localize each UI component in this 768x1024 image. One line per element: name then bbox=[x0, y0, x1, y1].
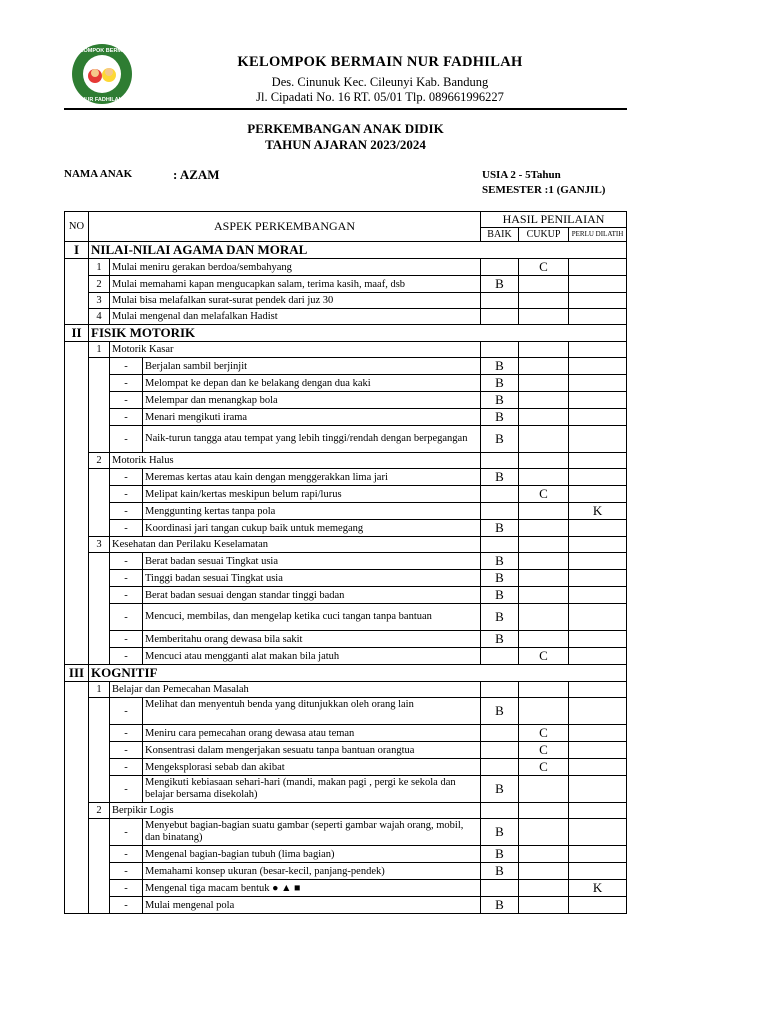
table-row: 1 Mulai meniru gerakan berdoa/sembahyang C bbox=[65, 259, 627, 276]
table-row: - Melompat ke depan dan ke belakang dengan dua kaki B bbox=[65, 375, 627, 392]
name-label: NAMA ANAK bbox=[64, 168, 133, 180]
col-perlu-dilatih: PERLU DILATIH bbox=[569, 228, 627, 242]
development-table bbox=[64, 211, 627, 914]
document-title bbox=[64, 121, 627, 153]
title-line-1: PERKEMBANGAN ANAK DIDIK bbox=[247, 121, 444, 136]
table-row: - Berat badan sesuai Tingkat usia B bbox=[65, 553, 627, 570]
table-row: - Mengenal bagian-bagian tubuh (lima bagian) B bbox=[65, 846, 627, 863]
table-row: - Mengikuti kebiasaan sehari-hari (mandi, makan pagi , pergi ke sekola dan belajar bersama disekolah) B bbox=[65, 776, 627, 803]
table-row: - Naik-turun tangga atau tempat yang lebih tinggi/rendah dengan berpegangan B bbox=[65, 426, 627, 453]
col-aspect: ASPEK PERKEMBANGAN bbox=[89, 212, 481, 242]
table-row: - Melihat dan menyentuh benda yang ditunjukkan oleh orang lain B bbox=[65, 698, 627, 725]
letterhead bbox=[60, 36, 630, 112]
name-value: : AZAM bbox=[173, 167, 220, 182]
section-row bbox=[65, 242, 627, 259]
logo-text-bottom: NUR FADHILAH bbox=[81, 97, 123, 103]
section-label: KOGNITIF bbox=[89, 665, 627, 682]
table-row: - Memberitahu orang dewasa bila sakit B bbox=[65, 631, 627, 648]
org-address-1: Des. Cinunuk Kec. Cileunyi Kab. Bandung bbox=[271, 75, 489, 89]
table-row: 4 Mulai mengenal dan melafalkan Hadist bbox=[65, 309, 627, 325]
table-row: 2 Mulai memahami kapan mengucapkan salam, terima kasih, maaf, dsb B bbox=[65, 276, 627, 293]
table-row: - Mulai mengenal pola B bbox=[65, 897, 627, 914]
org-name: KELOMPOK BERMAIN NUR FADHILAH bbox=[237, 54, 523, 70]
table-row: - Tinggi badan sesuai Tingkat usia B bbox=[65, 570, 627, 587]
table-row: - Menggunting kertas tanpa pola K bbox=[65, 503, 627, 520]
header-divider bbox=[64, 108, 627, 110]
subsection-row: 3 Kesehatan dan Perilaku Keselamatan bbox=[65, 537, 627, 553]
col-result: HASIL PENILAIAN bbox=[481, 212, 627, 228]
semester-label: SEMESTER :1 (GANJIL) bbox=[482, 184, 606, 196]
table-row: - Mencuci atau mengganti alat makan bila jatuh C bbox=[65, 648, 627, 665]
section-number: III bbox=[65, 665, 89, 682]
table-row: - Koordinasi jari tangan cukup baik untuk memegang B bbox=[65, 520, 627, 537]
table-row: - Meniru cara pemecahan orang dewasa atau teman C bbox=[65, 725, 627, 742]
table-row: - Mencuci, membilas, dan mengelap ketika cuci tangan tanpa bantuan B bbox=[65, 604, 627, 631]
age-label: USIA 2 - 5Tahun bbox=[482, 169, 561, 181]
subsection-row: 1 Belajar dan Pemecahan Masalah bbox=[65, 682, 627, 698]
section-row bbox=[65, 325, 627, 342]
section-number: I bbox=[65, 242, 89, 259]
table-row: - Berjalan sambil berjinjit B bbox=[65, 358, 627, 375]
table-row: - Melempar dan menangkap bola B bbox=[65, 392, 627, 409]
col-baik: BAIK bbox=[481, 228, 519, 242]
table-row: - Mengeksplorasi sebab dan akibat C bbox=[65, 759, 627, 776]
subsection-row: 2 Berpikir Logis bbox=[65, 803, 627, 819]
section-number: II bbox=[65, 325, 89, 342]
col-cukup: CUKUP bbox=[519, 228, 569, 242]
table-row: - Melipat kain/kertas meskipun belum rapi/lurus C bbox=[65, 486, 627, 503]
table-row: - Berat badan sesuai dengan standar tinggi badan B bbox=[65, 587, 627, 604]
section-label: NILAI-NILAI AGAMA DAN MORAL bbox=[89, 242, 627, 259]
section-row bbox=[65, 665, 627, 682]
table-row: - Meremas kertas atau kain dengan menggerakkan lima jari B bbox=[65, 469, 627, 486]
table-row: 3 Mulai bisa melafalkan surat-surat pendek dari juz 30 bbox=[65, 293, 627, 309]
school-logo bbox=[66, 42, 138, 106]
table-row: - Mengenal tiga macam bentuk ● ▲ ■ K bbox=[65, 880, 627, 897]
org-address-2: Jl. Cipadati No. 16 RT. 05/01 Tlp. 089661996227 bbox=[256, 90, 504, 104]
title-line-2: TAHUN AJARAN 2023/2024 bbox=[265, 137, 426, 152]
table-row: - Konsentrasi dalam mengerjakan sesuatu tanpa bantuan orangtua C bbox=[65, 742, 627, 759]
table-row: - Menyebut bagian-bagian suatu gambar (seperti gambar wajah orang, mobil, dan binatang) B bbox=[65, 819, 627, 846]
section-label: FISIK MOTORIK bbox=[89, 325, 627, 342]
subsection-row: 2 Motorik Halus bbox=[65, 453, 627, 469]
org-info bbox=[170, 54, 590, 105]
logo-text-top: KELOMPOK BERMAIN bbox=[72, 48, 132, 54]
table-row: - Menari mengikuti irama B bbox=[65, 409, 627, 426]
table-row: - Memahami konsep ukuran (besar-kecil, panjang-pendek) B bbox=[65, 863, 627, 880]
col-no: NO bbox=[65, 212, 89, 242]
subsection-row: 1 Motorik Kasar bbox=[65, 342, 627, 358]
